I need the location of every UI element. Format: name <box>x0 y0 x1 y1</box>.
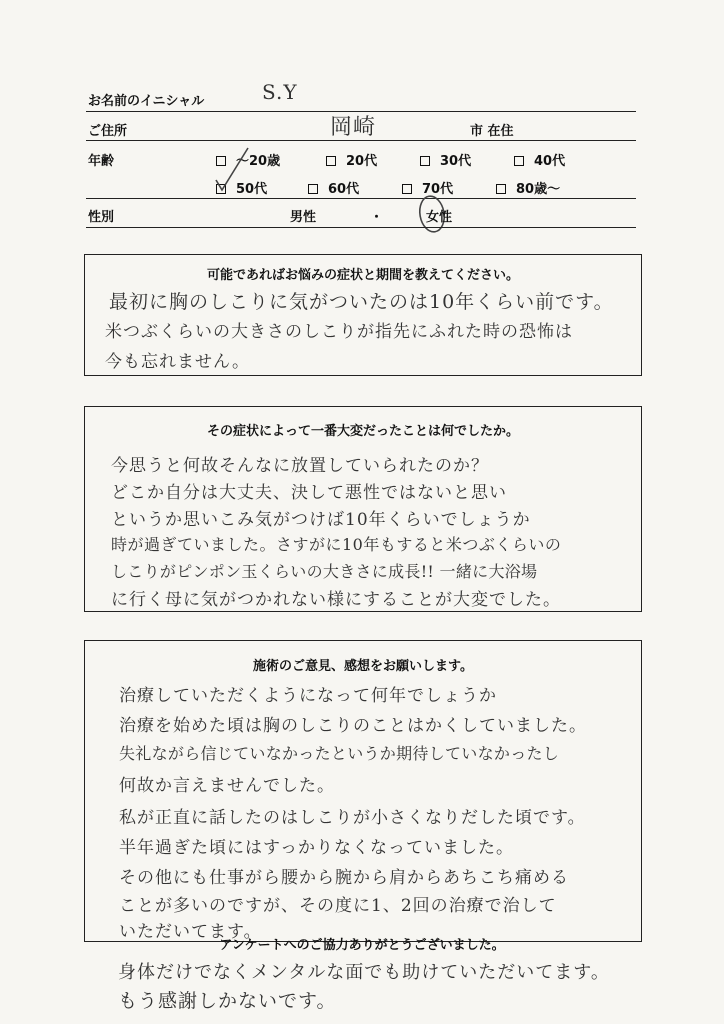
answer-line: 今思うと何故そんなに放置していられたのか？ <box>111 456 489 476</box>
answer-line: 何故か言えませんでした。 <box>119 776 335 796</box>
gender-underline <box>86 227 636 228</box>
thanks-message: アンケートへのご協力ありがとうございました。 <box>219 938 505 953</box>
section-question: その症状によって一番大変だったことは何でしたか。 <box>206 424 519 439</box>
age-option-label: 80歳～ <box>516 182 561 197</box>
answer-line: いただいてます。 <box>119 922 262 942</box>
address-underline <box>86 140 636 141</box>
age-option-20s[interactable] <box>326 150 377 169</box>
checkbox[interactable] <box>326 156 336 166</box>
footer-line: 身体だけでなくメンタルな面でも助けていただいてます。 <box>118 962 610 983</box>
age-option-40s[interactable] <box>514 150 565 169</box>
gender-label: 性別 <box>88 210 115 225</box>
answer-line: 米つぶくらいの大きさのしこりが指先にふれた時の恐怖は <box>105 322 573 342</box>
age-option-30s[interactable] <box>420 150 471 169</box>
checkbox[interactable] <box>514 156 524 166</box>
answer-line: 今も忘れません。 <box>105 352 251 372</box>
answer-line: というか思いこみ気がつけば10年くらいでしょうか <box>111 510 531 530</box>
checkbox[interactable] <box>496 184 506 194</box>
answer-line: に行く母に気がつかれない様にすることが大変でした。 <box>111 590 561 610</box>
city-suffix: 市 在住 <box>470 124 514 139</box>
answer-line: しこりがピンポン玉くらいの大きさに成長!! 一緒に大浴場 <box>111 562 538 581</box>
section-question: 可能であればお悩みの症状と期間を教えてください。 <box>206 268 519 283</box>
age-option-60s[interactable] <box>308 178 359 197</box>
check-mark-icon <box>200 140 260 200</box>
age-option-label: ～20歳 <box>236 154 281 169</box>
name-label: お名前のイニシャル <box>88 94 205 109</box>
age-option-label: 20代 <box>346 154 378 169</box>
answer-line: 半年過ぎた頃にはすっかりなくなっていました。 <box>119 838 514 858</box>
address-label: ご住所 <box>88 124 128 139</box>
checkbox[interactable] <box>308 184 318 194</box>
checkbox[interactable] <box>420 156 430 166</box>
age-option-label: 60代 <box>328 182 360 197</box>
initials-answer: S.Y <box>262 80 298 104</box>
gender-option-female[interactable]: 女性 <box>426 210 453 225</box>
age-option-label: 30代 <box>440 154 472 169</box>
age-option-label: 40代 <box>534 154 566 169</box>
age-option-80plus[interactable] <box>496 178 560 197</box>
answer-line: 失礼ながら信じていなかったというか期待していなかったし <box>119 744 560 763</box>
answer-line: ことが多いのですが、その度に1、2回の治療で治して <box>119 896 557 916</box>
answer-line: その他にも仕事がら腰から腕から肩からあちこち痛める <box>119 868 569 888</box>
hardship-section <box>84 406 642 612</box>
answer-line: どこか自分は大丈夫、決して悪性ではないと思い <box>111 483 507 503</box>
impressions-section <box>84 640 642 942</box>
age-option-label: 50代 <box>236 182 268 197</box>
footer-line: もう感謝しかないです。 <box>118 990 337 1012</box>
answer-line: 最初に胸のしこりに気がついたのは10年くらい前です。 <box>109 291 614 313</box>
section-question: 施術のご意見、感想をお願いします。 <box>253 659 473 674</box>
answer-line: 治療していただくようになって何年でしょうか <box>119 686 497 706</box>
answer-line: 治療を始めた頃は胸のしこりのことはかくしていました。 <box>119 716 587 736</box>
answer-line: 私が正直に話したのはしこりが小さくなりだした頃です。 <box>119 808 586 828</box>
answer-line: 時が過ぎていました。さすがに10年もすると米つぶくらいの <box>111 535 562 554</box>
gender-option-male[interactable]: 男性 <box>290 210 317 225</box>
symptoms-section <box>84 254 642 376</box>
city-answer: 岡崎 <box>330 115 377 140</box>
age-label: 年齢 <box>88 154 115 169</box>
age-underline <box>86 198 636 199</box>
gender-separator: ・ <box>370 210 384 225</box>
age-option-label: 70代 <box>422 182 454 197</box>
